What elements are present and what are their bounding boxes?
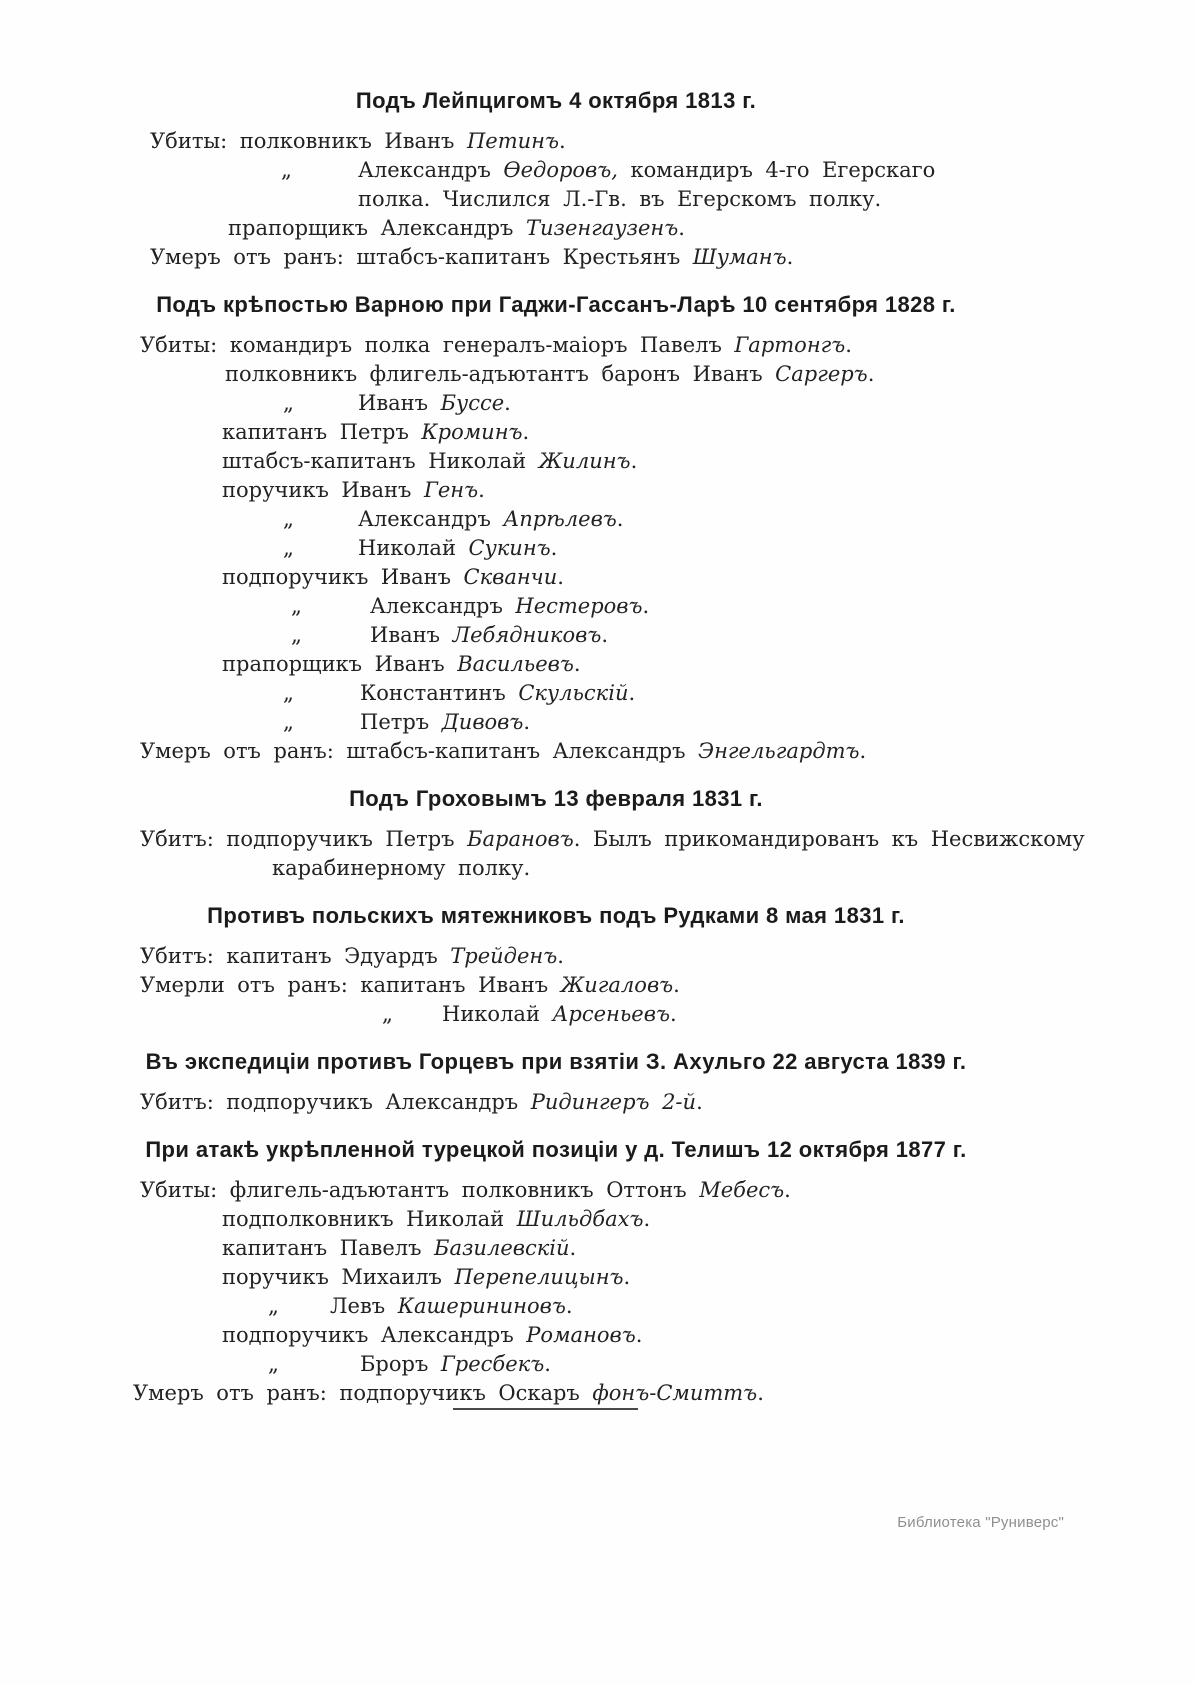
text-line [0, 708, 1196, 737]
line-column [150, 127, 566, 156]
text-line [0, 243, 1196, 272]
text-run: . [643, 1207, 651, 1231]
line-column [140, 331, 852, 360]
text-run: Умерли отъ ранъ: капитанъ Иванъ [140, 973, 561, 997]
surname-italic: Скванчи [463, 565, 558, 589]
surname-italic: Шильдбахъ [516, 1207, 644, 1231]
surname-italic: Тизенгаузенъ [525, 216, 679, 240]
text-run: поручикъ Михаилъ [222, 1265, 455, 1289]
line-column [268, 1292, 279, 1321]
surname-italic: Базилевскій [434, 1236, 570, 1260]
text-run: „ [283, 710, 294, 734]
text-run: . [573, 652, 581, 676]
text-run: . [623, 1265, 631, 1289]
line-column [225, 360, 874, 389]
line-column [291, 621, 302, 650]
text-run: . [550, 536, 558, 560]
text-run: Убитъ: капитанъ Эдуардъ [140, 944, 451, 968]
surname-italic: Скульскій [518, 681, 629, 705]
text-line [0, 942, 1196, 971]
surname-italic: Кроминъ [421, 420, 523, 444]
line-column [283, 505, 294, 534]
line-column [222, 418, 529, 447]
line-column [272, 854, 530, 883]
text-run: Левъ [330, 1294, 398, 1318]
text-line [0, 185, 1196, 214]
surname-italic: Буссе [440, 391, 505, 415]
text-run: . [616, 507, 624, 531]
line-column [358, 156, 935, 185]
line-column [360, 708, 530, 737]
text-run: . [522, 420, 530, 444]
text-run: прапорщикъ Иванъ [222, 652, 458, 676]
surname-italic: Трейденъ [450, 944, 558, 968]
text-run: полковникъ флигель-адъютантъ баронъ Иванъ [225, 362, 776, 386]
text-run: „ [283, 391, 294, 415]
text-run: „ [283, 507, 294, 531]
surname-italic: фонъ-Смиттъ [592, 1381, 758, 1405]
line-column [140, 825, 1085, 854]
surname-italic: Шуманъ [692, 245, 787, 269]
line-column [222, 1205, 650, 1234]
line-column [281, 156, 292, 185]
text-run: . [565, 1294, 573, 1318]
text-run: . [557, 944, 564, 968]
text-run: „ [291, 594, 302, 618]
text-run: подпоручикъ Иванъ [222, 565, 464, 589]
text-run: Александръ [358, 507, 504, 531]
line-column [291, 592, 302, 621]
line-column [140, 942, 564, 971]
text-line [0, 534, 1196, 563]
text-run: поручикъ Иванъ [222, 478, 424, 502]
text-run: прапорщикъ Александръ [228, 216, 526, 240]
text-run: Александръ [358, 158, 504, 182]
text-run: Умеръ отъ ранъ: подпоручикъ Оскаръ [133, 1381, 593, 1405]
line-column [442, 1000, 677, 1029]
text-line [0, 971, 1196, 1000]
text-run: Константинъ [360, 681, 519, 705]
text-run: Николай [442, 1002, 553, 1026]
surname-italic: Дивовъ [441, 710, 524, 734]
section-heading: Подъ Гроховымъ 13 февраля 1831 г. [349, 786, 763, 811]
text-line [0, 592, 1196, 621]
surname-italic: Кашерининовъ [397, 1294, 566, 1318]
text-line [0, 1234, 1196, 1263]
text-run: . [544, 1352, 551, 1376]
text-run: Убиты: флигель-адъютантъ полковникъ Оттонъ [140, 1178, 700, 1202]
line-column [228, 214, 685, 243]
line-column [330, 1292, 573, 1321]
text-line [0, 1321, 1196, 1350]
text-run: . [669, 1002, 677, 1026]
surname-italic: Ридингеръ 2-й [530, 1090, 697, 1114]
text-run: . [786, 245, 794, 269]
surname-italic: Жигаловъ [560, 973, 674, 997]
text-line [0, 505, 1196, 534]
text-run: „ [283, 536, 294, 560]
surname-italic: Ѳедоровъ, [503, 158, 618, 182]
text-line [0, 214, 1196, 243]
line-column [150, 243, 793, 272]
text-run: . [569, 1236, 577, 1260]
text-run: . [757, 1381, 764, 1405]
text-run: полка. Числился Л.-Гв. въ Егерскомъ полку. [358, 187, 882, 211]
line-column [358, 534, 557, 563]
section-heading: Противъ польскихъ мятежниковъ подъ Рудками 8 мая 1831 г. [207, 903, 905, 928]
text-run: . [867, 362, 875, 386]
line-column [140, 737, 866, 766]
line-column [222, 650, 581, 679]
section-heading: Въ экспедиціи противъ Горцевъ при взятіи З. Ахульго 22 августа 1839 г. [145, 1049, 967, 1074]
text-line [0, 563, 1196, 592]
text-line [0, 854, 1196, 883]
surname-italic: Апрѣлевъ [503, 507, 617, 531]
line-column [370, 621, 608, 650]
line-column [222, 1321, 642, 1350]
text-run: Убитъ: подпоручикъ Петръ [140, 827, 468, 851]
text-run: „ [382, 1002, 393, 1026]
surname-italic: Сукинъ [468, 536, 551, 560]
text-run: подполковникъ Николай [222, 1207, 517, 1231]
surname-italic: Жилинъ [538, 449, 631, 473]
text-line [0, 418, 1196, 447]
surname-italic: Арсеньевъ [552, 1002, 670, 1026]
line-column [283, 534, 294, 563]
text-run: Убитъ: подпоручикъ Александръ [140, 1090, 531, 1114]
text-line [0, 1292, 1196, 1321]
text-run: подпоручикъ Александръ [222, 1323, 527, 1347]
document-content [0, 88, 1196, 1408]
surname-italic: Романовъ [526, 1323, 636, 1347]
line-column [268, 1350, 279, 1379]
section-heading: При атакѣ укрѣпленной турецкой позиціи у д. Телишъ 12 октября 1877 г. [145, 1137, 967, 1162]
text-line [0, 1088, 1196, 1117]
text-line [0, 331, 1196, 360]
text-line [0, 156, 1196, 185]
text-run: Броръ [360, 1352, 441, 1376]
surname-italic: Мебесъ [699, 1178, 785, 1202]
line-column [358, 185, 881, 214]
text-line [0, 621, 1196, 650]
text-line [0, 447, 1196, 476]
line-column [358, 505, 623, 534]
surname-italic: Васильевъ [457, 652, 574, 676]
text-line [0, 650, 1196, 679]
text-run: . [696, 1090, 703, 1114]
text-run: Иванъ [358, 391, 441, 415]
text-line [0, 1263, 1196, 1292]
text-line [0, 1350, 1196, 1379]
text-run: „ [268, 1294, 279, 1318]
surname-italic: Петинъ [466, 129, 559, 153]
text-run: . [504, 391, 511, 415]
section-heading: Подъ Лейпцигомъ 4 октября 1813 г. [355, 88, 757, 113]
text-run: . [845, 333, 852, 357]
line-column [283, 679, 294, 708]
section-heading: Подъ крѣпостью Варною при Гаджи-Гассанъ-Ларѣ 10 сентября 1828 г. [156, 292, 956, 317]
line-column [140, 1088, 703, 1117]
text-run: . [523, 710, 531, 734]
library-watermark: Библиотека "Руниверс" [897, 1514, 1064, 1531]
line-column [222, 447, 637, 476]
text-line [0, 825, 1196, 854]
surname-italic: Гресбекъ [440, 1352, 545, 1376]
line-column [140, 1176, 791, 1205]
text-run: „ [281, 158, 292, 182]
surname-italic: Генъ [423, 478, 479, 502]
line-column [283, 389, 294, 418]
line-column [283, 708, 294, 737]
text-run: . [635, 1323, 643, 1347]
text-line [0, 679, 1196, 708]
text-run: . [678, 216, 685, 240]
surname-italic: Нестеровъ [515, 594, 643, 618]
text-line [0, 1176, 1196, 1205]
line-column [140, 971, 680, 1000]
line-column [222, 476, 485, 505]
text-line [0, 360, 1196, 389]
text-run: . Былъ прикомандированъ къ Несвижскому [573, 827, 1085, 851]
text-run: Николай [358, 536, 469, 560]
surname-italic: Энгельгардтъ [698, 739, 860, 763]
text-line [0, 389, 1196, 418]
text-run: . [673, 973, 680, 997]
line-column [370, 592, 649, 621]
text-run: . [859, 739, 867, 763]
surname-italic: Лебядниковъ [452, 623, 602, 647]
text-line [0, 1205, 1196, 1234]
text-line [0, 1000, 1196, 1029]
text-run: капитанъ Павелъ [222, 1236, 435, 1260]
line-column [222, 1263, 630, 1292]
text-line [0, 737, 1196, 766]
line-column [360, 1350, 551, 1379]
surname-italic: Перепелицынъ [454, 1265, 624, 1289]
line-column [222, 1234, 576, 1263]
text-run: . [630, 449, 638, 473]
surname-italic: Барановъ [467, 827, 574, 851]
text-run: Иванъ [370, 623, 453, 647]
text-run: . [478, 478, 485, 502]
text-run: карабинерному полку. [272, 856, 531, 880]
text-run: штабсъ-капитанъ Николай [222, 449, 539, 473]
text-run: . [558, 129, 566, 153]
text-run: „ [291, 623, 302, 647]
text-run: „ [283, 681, 294, 705]
text-run: . [601, 623, 609, 647]
text-run: командиръ 4-го Егерскаго [617, 158, 936, 182]
line-column [133, 1379, 764, 1408]
text-run: Умеръ отъ ранъ: штабсъ-капитанъ Крестьянъ [150, 245, 693, 269]
text-run: Убиты: командиръ полка генералъ-маіоръ Павелъ [140, 333, 735, 357]
text-run: . [628, 681, 636, 705]
text-run: Убиты: полковникъ Иванъ [150, 129, 467, 153]
section-end-rule [453, 1408, 638, 1410]
text-run: . [557, 565, 564, 589]
surname-italic: Гартонгъ [734, 333, 846, 357]
text-line [0, 1379, 1196, 1408]
text-run: Александръ [370, 594, 516, 618]
line-column [382, 1000, 393, 1029]
text-run: капитанъ Петръ [222, 420, 422, 444]
line-column [222, 563, 564, 592]
line-column [360, 679, 635, 708]
text-run: Петръ [360, 710, 442, 734]
line-column [358, 389, 511, 418]
surname-italic: Саргеръ [775, 362, 868, 386]
text-run: Умеръ отъ ранъ: штабсъ-капитанъ Александръ [140, 739, 698, 763]
text-run: „ [268, 1352, 279, 1376]
text-line [0, 476, 1196, 505]
text-line [0, 127, 1196, 156]
text-run: . [784, 1178, 791, 1202]
text-run: . [642, 594, 650, 618]
